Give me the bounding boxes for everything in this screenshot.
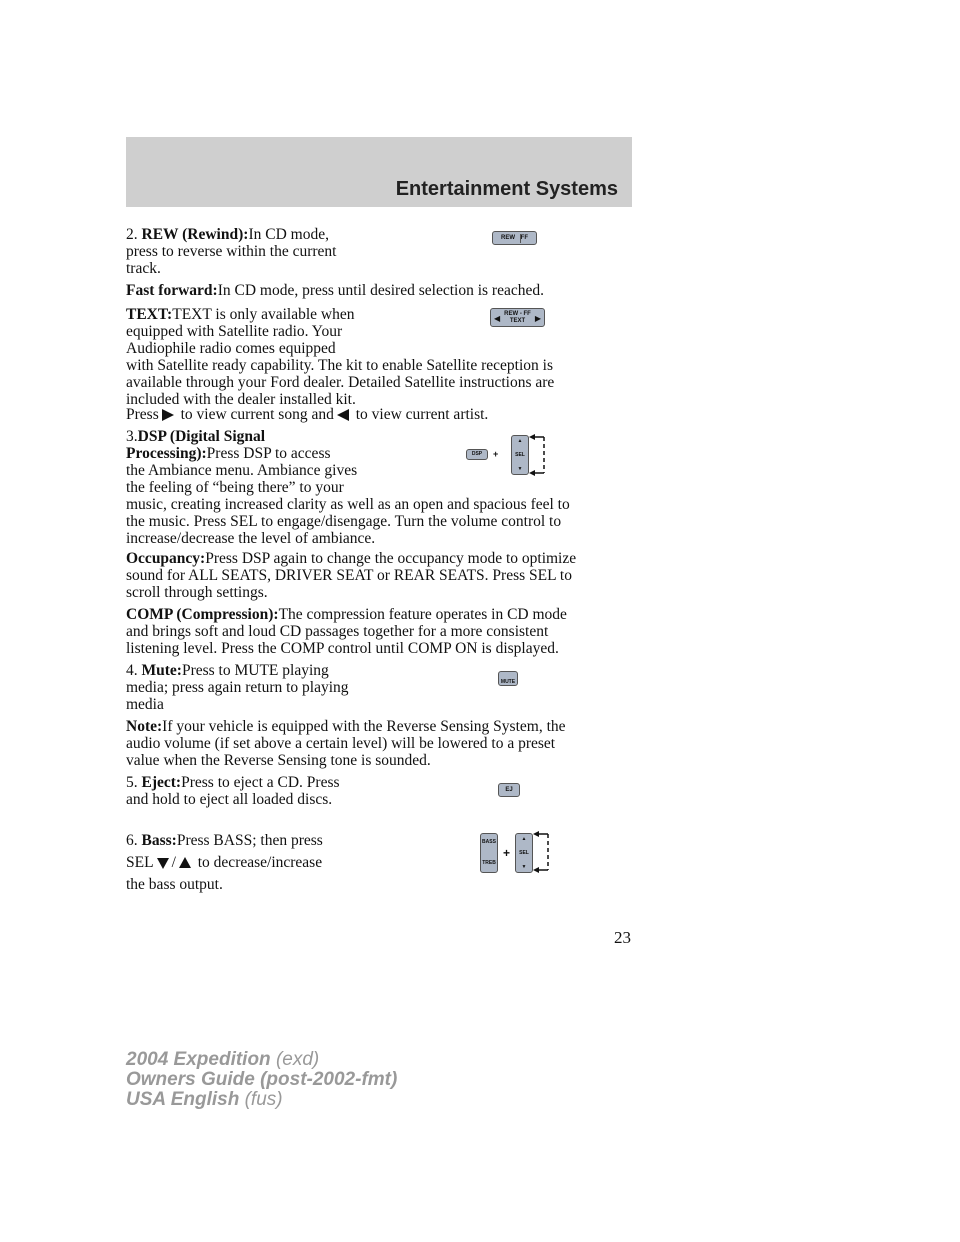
text-line: TEXT is only available when bbox=[172, 306, 355, 323]
text-line: available through your Ford dealer. Detailed Satellite instructions are bbox=[126, 374, 555, 391]
bass-button-label: BASS bbox=[482, 839, 496, 845]
press-paragraph bbox=[126, 406, 636, 423]
section-title: Entertainment Systems bbox=[395, 178, 618, 200]
dsp-label: DSP (Digital Signal bbox=[137, 428, 266, 445]
note-text: value when the Reverse Sensing tone is sounded. bbox=[126, 752, 431, 769]
header-band bbox=[126, 137, 632, 207]
ff-paragraph bbox=[126, 282, 636, 299]
dsp-text: increase/decrease the level of ambiance. bbox=[126, 530, 376, 547]
footer bbox=[126, 1050, 397, 1110]
eject-label: Eject: bbox=[141, 774, 182, 791]
eject-paragraph bbox=[126, 774, 388, 808]
dsp-text: Press DSP to access bbox=[206, 445, 331, 462]
rew-text: In CD mode, bbox=[248, 226, 329, 243]
button-label: TEXT bbox=[509, 318, 526, 324]
occupancy-paragraph bbox=[126, 550, 636, 601]
occupancy-text: Press DSP again to change the occupancy mode to optimize bbox=[205, 550, 577, 567]
item-number: 3. bbox=[126, 428, 138, 445]
text-line: included with the dealer installed kit. bbox=[126, 391, 356, 408]
bass-text: SEL bbox=[126, 854, 154, 871]
bass-text: Press BASS; then press bbox=[176, 832, 323, 849]
item-number: 6. bbox=[126, 832, 138, 849]
comp-label: COMP (Compression): bbox=[126, 606, 279, 623]
rew-ff-button-illustration bbox=[492, 231, 537, 245]
dashed-bracket-icon bbox=[528, 433, 548, 477]
text-line: equipped with Satellite radio. Your bbox=[126, 323, 343, 340]
footer-guide: Owners Guide (post-2002-fmt) bbox=[126, 1069, 398, 1090]
text-line: Audiophile radio comes equipped bbox=[126, 340, 336, 357]
dsp-text: the feeling of “being there” to your bbox=[126, 479, 344, 496]
dsp-text: the music. Press SEL to engage/disengage. Turn the volume control to bbox=[126, 513, 562, 530]
plus-sign: + bbox=[493, 449, 499, 459]
sel-button-illustration bbox=[511, 435, 529, 475]
comp-text: and brings soft and loud CD passages together for a more consistent bbox=[126, 623, 549, 640]
dashed-bracket-icon bbox=[532, 830, 552, 874]
bass-text: / bbox=[171, 854, 176, 871]
occupancy-text: scroll through settings. bbox=[126, 584, 268, 601]
right-arrow-icon: ▶ bbox=[534, 314, 541, 323]
up-arrow-icon: ▲ bbox=[521, 836, 527, 842]
ff-text: In CD mode, press until desired selection is reached. bbox=[217, 282, 544, 299]
mute-text: media; press again return to playing bbox=[126, 679, 349, 696]
item-number: 4. bbox=[126, 662, 138, 679]
treb-button-label: TREB bbox=[482, 860, 496, 866]
page-number: 23 bbox=[614, 928, 631, 947]
text-paragraph bbox=[126, 306, 636, 408]
footer-line bbox=[126, 1050, 397, 1070]
note-text: If your vehicle is equipped with the Reverse Sensing System, the bbox=[162, 718, 566, 735]
note-label: Note: bbox=[126, 718, 163, 735]
rew-ff-text-button-illustration bbox=[490, 308, 545, 327]
ff-button-label: FF bbox=[520, 235, 528, 241]
up-arrow-icon: ▲ bbox=[517, 438, 523, 444]
up-triangle-icon bbox=[178, 856, 192, 870]
text-line: with Satellite ready capability. The kit to enable Satellite reception is bbox=[126, 357, 553, 374]
footer-model: 2004 Expedition bbox=[126, 1049, 271, 1070]
footer-language: USA English bbox=[126, 1089, 240, 1110]
occupancy-label: Occupancy: bbox=[126, 550, 206, 567]
eject-button-illustration: EJ bbox=[498, 783, 520, 797]
ff-label: Fast forward: bbox=[126, 282, 218, 299]
note-text: audio volume (if set above a certain level) will be lowered to a preset bbox=[126, 735, 556, 752]
mute-button-illustration: MUTE bbox=[498, 671, 518, 686]
comp-paragraph bbox=[126, 606, 636, 657]
press-text: to view current artist. bbox=[355, 406, 489, 423]
bass-text: the bass output. bbox=[126, 876, 223, 893]
eject-text: Press to eject a CD. Press bbox=[181, 774, 340, 791]
down-arrow-icon: ▼ bbox=[517, 466, 523, 472]
dsp-text: music, creating increased clarity as well as an open and spacious feel to bbox=[126, 496, 570, 513]
occupancy-text: sound for ALL SEATS, DRIVER SEAT or REAR SEATS. Press SEL to bbox=[126, 567, 572, 584]
footer-code: (exd) bbox=[270, 1049, 320, 1070]
down-triangle-icon bbox=[156, 856, 170, 870]
eject-text: and hold to eject all loaded discs. bbox=[126, 791, 333, 808]
rew-text: press to reverse within the current bbox=[126, 243, 337, 260]
dsp-button-illustration: DSP bbox=[466, 449, 488, 460]
rew-text: track. bbox=[126, 260, 161, 277]
dsp-label: Processing): bbox=[126, 445, 207, 462]
bass-paragraph bbox=[126, 830, 426, 896]
rew-button-label: REW bbox=[501, 235, 515, 241]
footer-code: (fus) bbox=[239, 1089, 283, 1110]
sel-button-illustration bbox=[515, 833, 533, 873]
bass-text: to decrease/increase bbox=[197, 854, 323, 871]
mute-text: media bbox=[126, 696, 164, 713]
bass-treb-button-illustration bbox=[480, 833, 498, 873]
dsp-text: the Ambiance menu. Ambiance gives bbox=[126, 462, 358, 479]
mute-paragraph bbox=[126, 662, 388, 713]
item-number: 5. bbox=[126, 774, 138, 791]
right-triangle-icon bbox=[161, 408, 175, 422]
left-triangle-icon bbox=[336, 408, 350, 422]
dsp-paragraph bbox=[126, 428, 636, 547]
footer-line bbox=[126, 1070, 397, 1090]
comp-text: The compression feature operates in CD mode bbox=[278, 606, 567, 623]
note-paragraph bbox=[126, 718, 636, 769]
rew-label: REW (Rewind): bbox=[141, 226, 249, 243]
down-arrow-icon: ▼ bbox=[521, 864, 527, 870]
text-label: TEXT: bbox=[126, 306, 173, 323]
comp-text: listening level. Press the COMP control until COMP ON is displayed. bbox=[126, 640, 559, 657]
button-label: REW - FF bbox=[504, 311, 531, 317]
press-text: to view current song and bbox=[180, 406, 334, 423]
bass-label: Bass: bbox=[141, 832, 177, 849]
sel-label: SEL bbox=[519, 850, 529, 856]
plus-sign: + bbox=[503, 846, 511, 860]
press-text: Press bbox=[126, 406, 159, 423]
left-arrow-icon: ◀ bbox=[494, 314, 501, 323]
rew-paragraph bbox=[126, 226, 388, 277]
mute-text: Press to MUTE playing bbox=[181, 662, 329, 679]
mute-label: Mute: bbox=[141, 662, 182, 679]
sel-label: SEL bbox=[515, 452, 525, 458]
footer-line bbox=[126, 1090, 397, 1110]
item-number: 2. bbox=[126, 226, 138, 243]
